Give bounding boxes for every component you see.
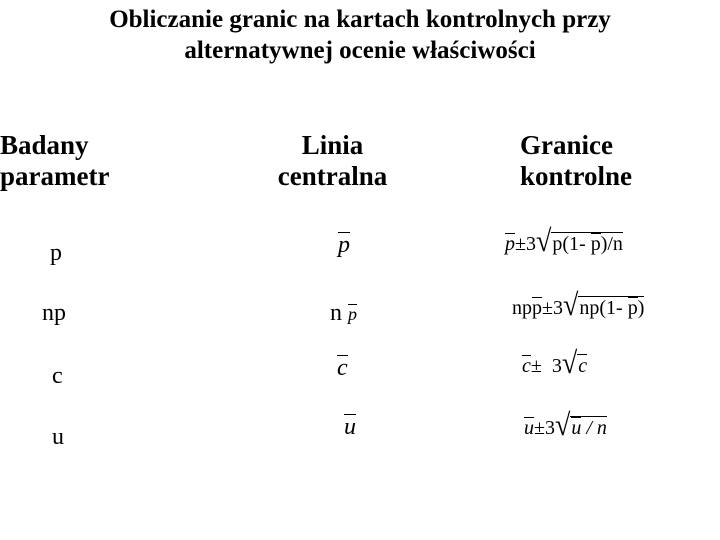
sqrt-icon: √ [554, 408, 571, 443]
limits-np-lead-a: np [512, 297, 532, 319]
center-np-n: n [330, 300, 342, 326]
param-p: p [50, 240, 62, 266]
title-line-1: Obliczanie granic na kartach kontrolnych przy [109, 6, 611, 33]
center-line-c [337, 355, 348, 382]
limits-c [522, 346, 588, 381]
param-u: u [52, 424, 64, 450]
limits-np-radicand-a: np(1- [579, 297, 628, 319]
limits-p-radicand-c: )/n [600, 233, 623, 255]
limits-u [524, 408, 607, 443]
limits-np-radicand [578, 296, 644, 319]
center-line-np [330, 300, 357, 327]
limits-p-radicand-bar: p [590, 233, 601, 255]
slide-title [0, 4, 720, 66]
u-bar: u [344, 414, 356, 440]
limits-np-radicand-bar: p [627, 297, 638, 319]
header-linia-centralna: Linia centralna [277, 130, 388, 191]
limits-u-lead: u [524, 417, 534, 439]
header-granice-kontrolne: Granice kontrolne [520, 130, 633, 191]
limits-u-radicand-bar: u [571, 417, 582, 439]
limits-np-lead-b: p [532, 297, 542, 319]
limits-np-radicand-c: ) [637, 297, 645, 319]
limits-u-radicand [570, 416, 607, 439]
limits-np [512, 288, 645, 323]
limits-p-radicand [551, 232, 623, 255]
limits-c-radicand: c [578, 355, 588, 377]
limits-p-radicand-a: p(1- [552, 233, 591, 255]
p-bar: p [348, 304, 357, 324]
center-line-u [344, 414, 356, 441]
center-line-p [338, 232, 350, 259]
param-c: c [52, 363, 63, 389]
limits-p-lead: p [505, 233, 515, 255]
sqrt-icon: √ [535, 224, 552, 259]
limits-np-pm: ±3 [542, 297, 563, 319]
limits-c-lead: c [522, 355, 531, 377]
sqrt-icon: √ [561, 346, 578, 381]
sqrt-icon: √ [562, 288, 579, 323]
param-np: np [42, 300, 66, 326]
limits-u-pm: ±3 [534, 417, 555, 439]
limits-u-radicand-b: / n [581, 417, 607, 439]
title-line-2: alternatywnej ocenie właściwości [184, 37, 536, 64]
limits-c-pm: ± 3 [530, 355, 562, 377]
limits-p-pm: ±3 [515, 233, 536, 255]
header-badany-parametr: Badany parametr [0, 130, 110, 191]
c-bar: c [337, 355, 348, 381]
limits-p [505, 224, 623, 259]
p-bar: p [338, 232, 350, 258]
